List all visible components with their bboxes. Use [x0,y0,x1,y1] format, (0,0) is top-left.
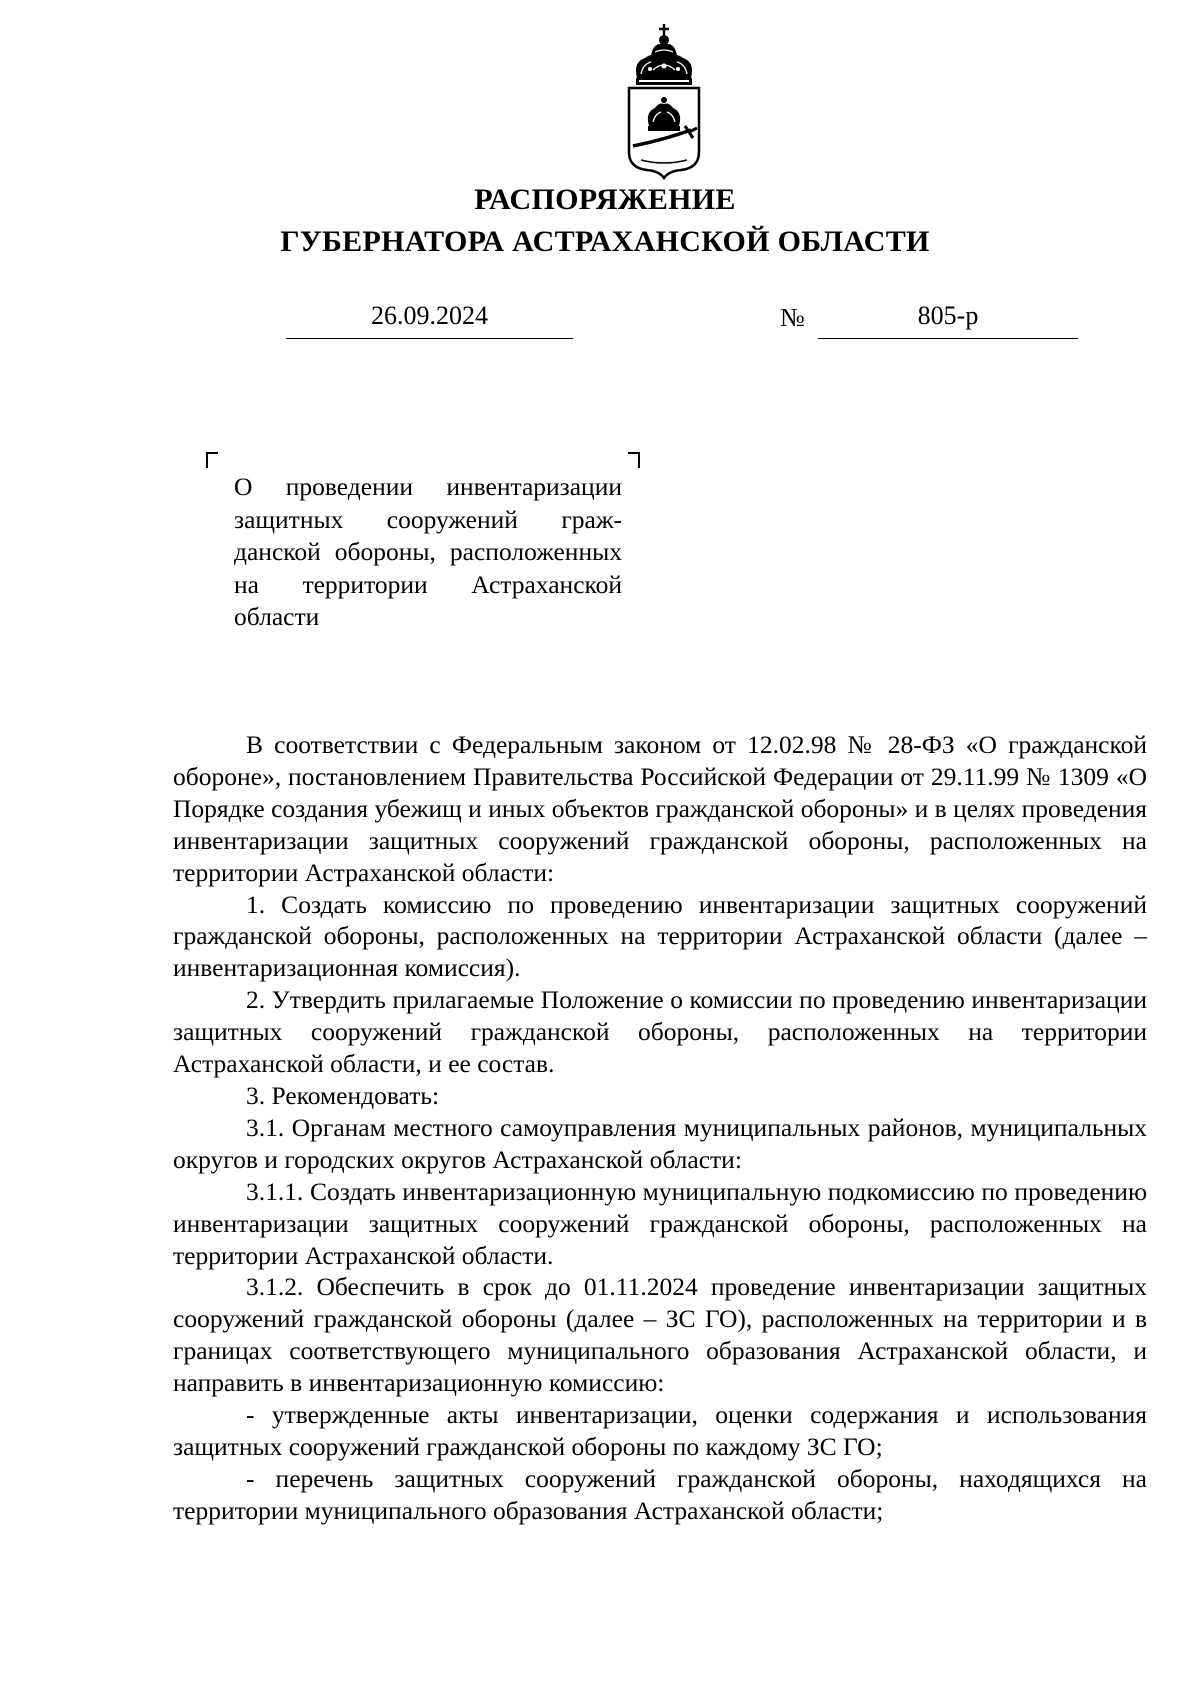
list-item: - перечень защитных сооружений гражданской обороны, находящихся на территории муниципального образования Астраханской области; [173,1463,1147,1525]
document-date: 26.09.2024 [286,300,573,339]
clause-3-1-2: 3.1.2. Обеспечить в срок до 01.11.2024 проведение инвентаризации защитных сооружений гражданской обороны (далее – ЗС ГО), расположенных на территории и в границах соответствующего муниципального образования Астраханской области, и направить в инвентаризационную комиссию: [173,1272,1147,1398]
document-subject: О проведении инвентаризации защитных сооружений гражданской обороны, расположенных на территории Астраханской области [234,472,622,631]
issuer-title: ГУБЕРНАТОРА АСТРАХАНСКОЙ ОБЛАСТИ [280,225,930,258]
clause-3-1: 3.1. Органам местного самоуправления муниципальных районов, муниципальных округов и городских округов Астраханской области: [173,1112,1147,1174]
preamble-paragraph: В соответствии с Федеральным законом от 12.02.98 № 28-ФЗ «О гражданской обороне», постановлением Правительства Российской Федерации от 29.11.99 № 1309 «О Порядке создания убежищ и иных объектов гражданской обороны» и в целях проведения инвентаризации защитных сооружений гражданской обороны, расположенных на территории Астраханской области: [173,730,1147,887]
clause-1: 1. Создать комиссию по проведению инвентаризации защитных сооружений гражданской обороны, расположенных на территории Астраханской области (далее – инвентаризационная комиссия). [173,889,1147,983]
clause-3-1-1: 3.1.1. Создать инвентаризационную муниципальную подкомиссию по проведению инвентаризации защитных сооружений гражданской обороны, расположенных на территории Астраханской области. [173,1176,1147,1270]
list-item: - утвержденные акты инвентаризации, оценки содержания и использования защитных сооружений гражданской обороны по каждому ЗС ГО; [173,1400,1147,1461]
clause-3: 3. Рекомендовать: [246,1080,440,1110]
subject-corner-right [628,452,640,468]
number-sign: № [780,303,805,332]
coat-of-arms-emblem [623,22,705,182]
document-number: 805-р [818,300,1078,339]
document-type-title: РАСПОРЯЖЕНИЕ [474,183,736,216]
document-body [173,729,1147,1527]
clause-2: 2. Утвердить прилагаемые Положение о комиссии по проведению инвентаризации защитных сооружений гражданской обороны, расположенных на территории Астраханской области, и ее состав. [173,985,1147,1079]
subject-corner-left [206,452,218,468]
